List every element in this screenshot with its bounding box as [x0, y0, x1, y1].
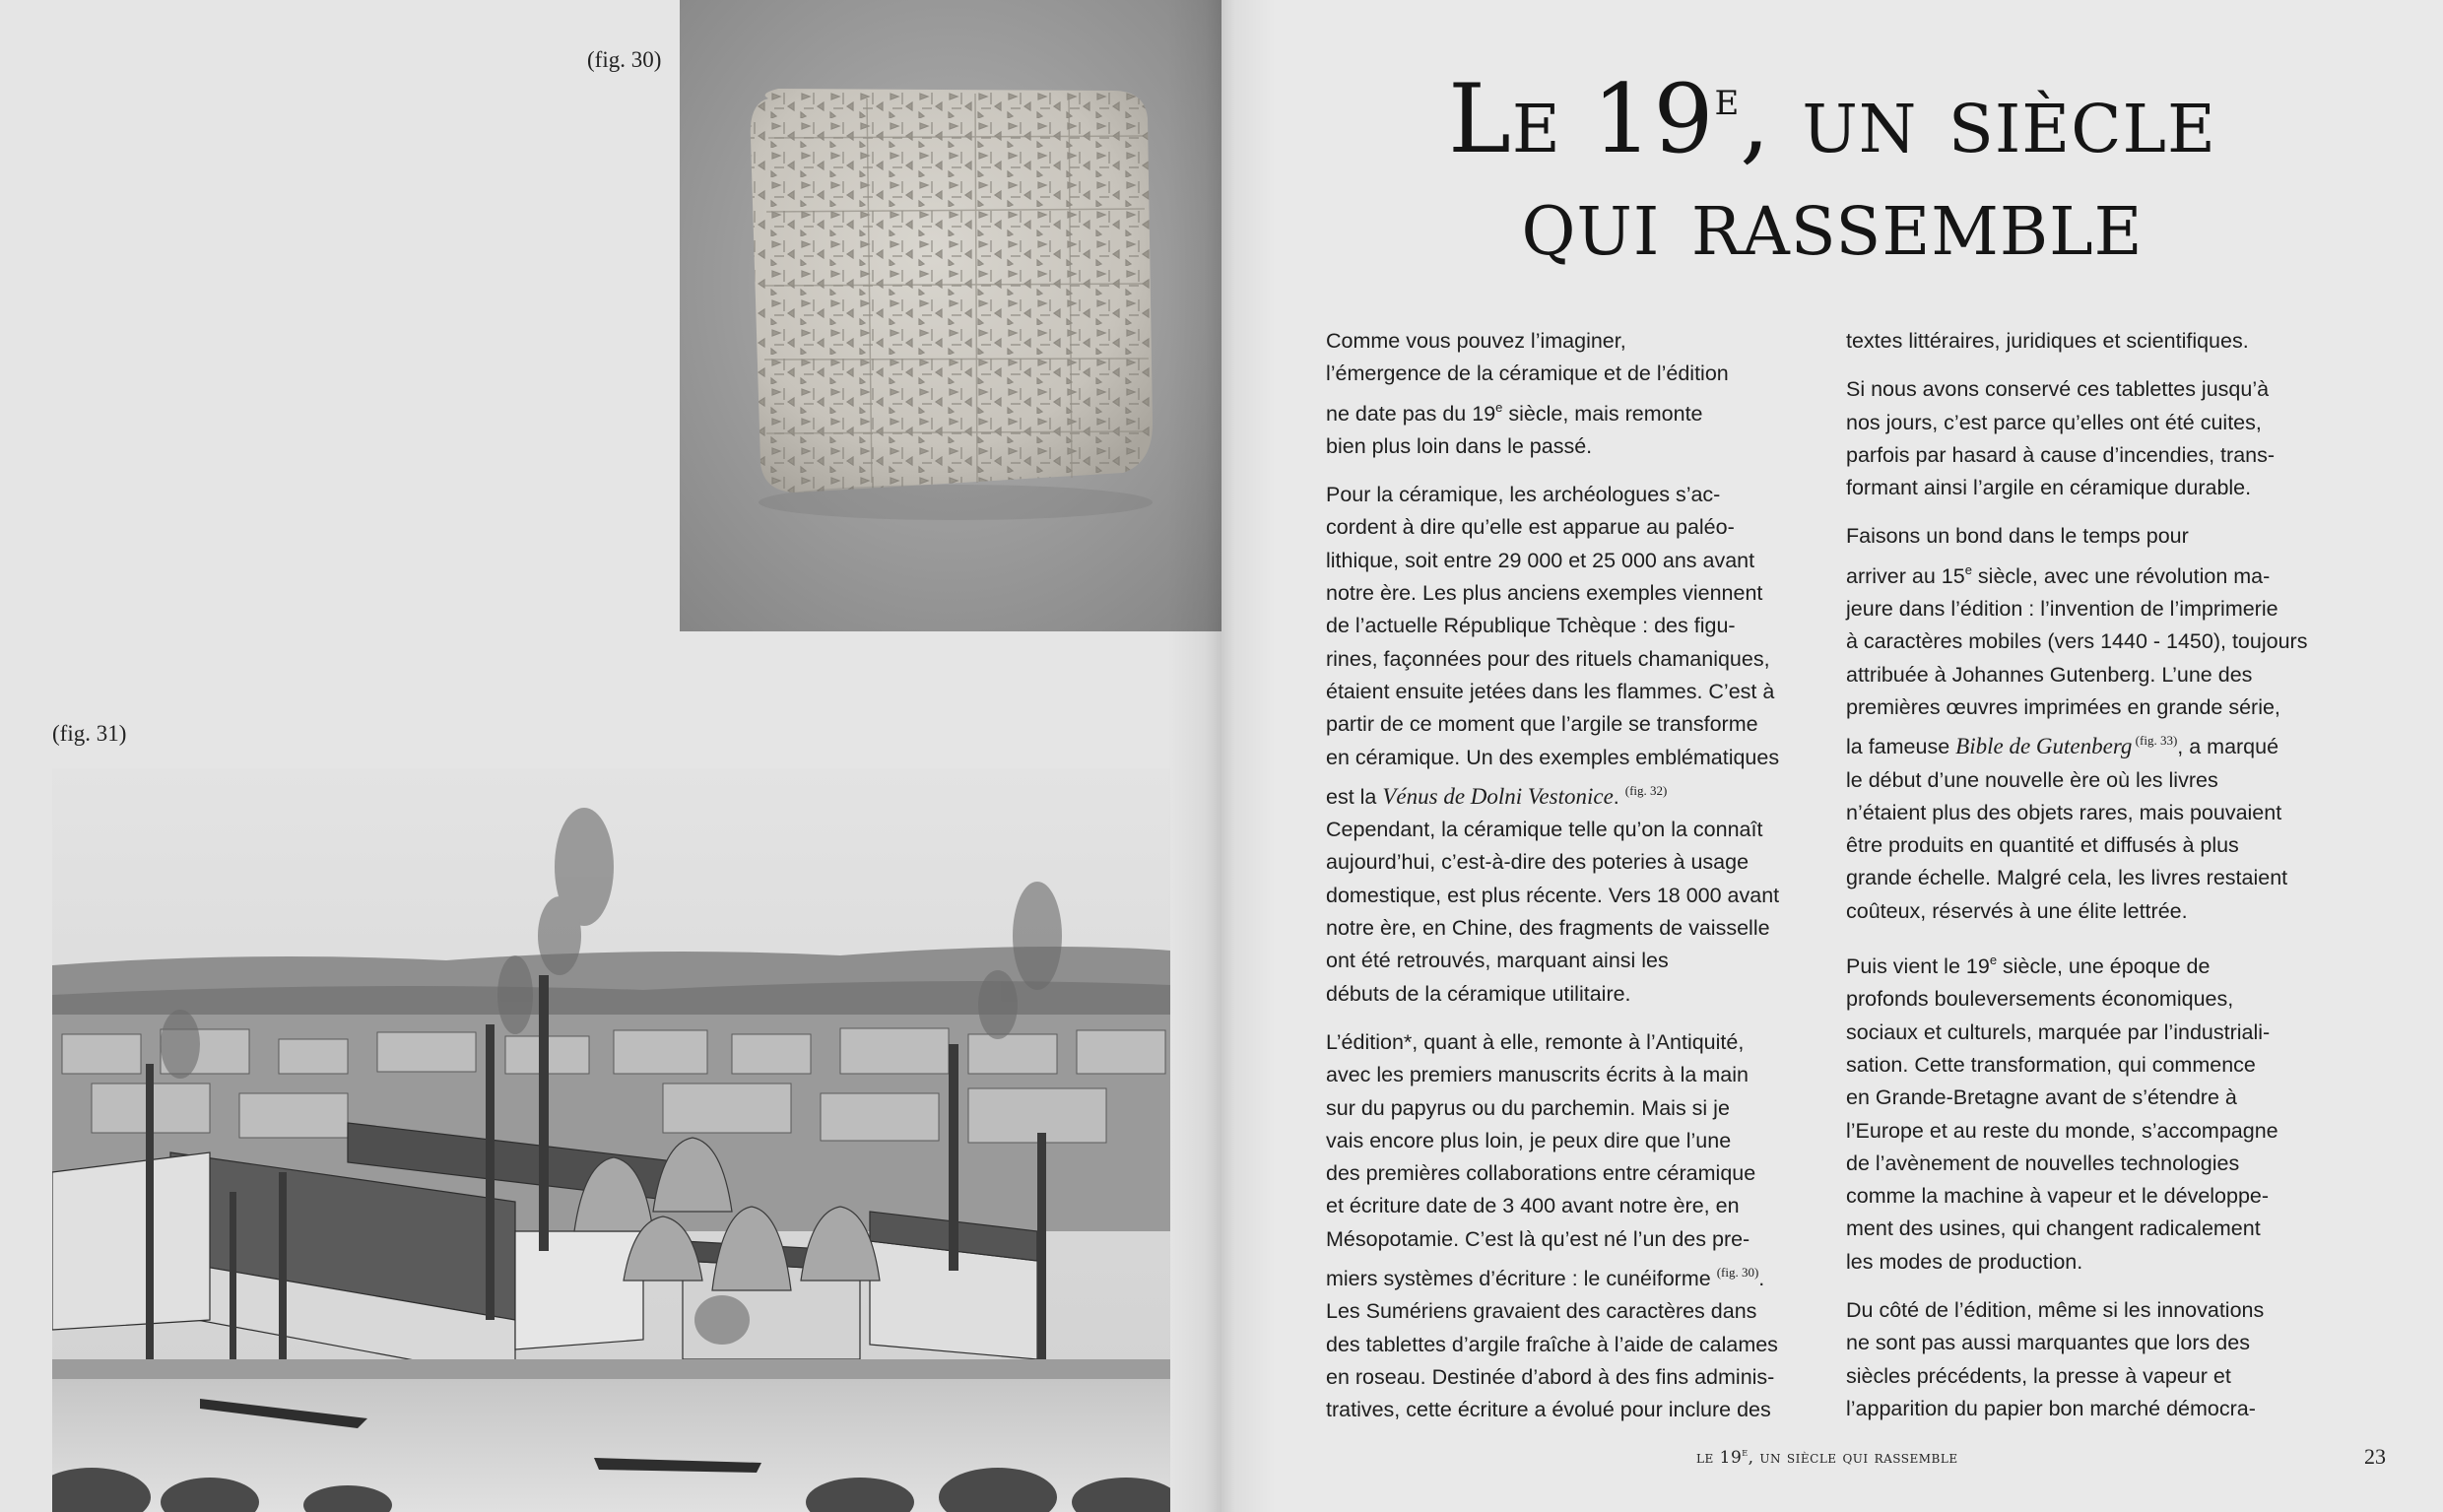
title-line-2: qui rassemble	[1521, 166, 2144, 277]
factory-engraving-photo	[52, 768, 1170, 1512]
paragraph: Si nous avons conservé ces tablettes jusqu’à nos jours, c’est parce qu’elles ont été cuites, parfois par hasard à cause d’incendies, trans- formant ainsi l’argile en céramique durable.	[1846, 377, 2276, 500]
fig-reference: (fig. 33)	[2132, 733, 2178, 749]
factory-landscape-image	[52, 768, 1170, 1512]
chapter-title	[1310, 47, 2354, 277]
cuneiform-tablet-photo	[680, 0, 1222, 631]
fig-reference: (fig. 32)	[1624, 782, 1668, 798]
paragraph: Du côté de l’édition, même si les innovations ne sont pas aussi marquantes que lors des siècles précédents, la presse à vapeur et l’apparition du papier bon marché démocra-	[1846, 1298, 2265, 1420]
title-line-1: Le 19e, un siècle	[1448, 64, 2216, 174]
paragraph: textes littéraires, juridiques et scientifiques.	[1846, 329, 2249, 353]
venus-title: Vénus de Dolni Vestonice	[1382, 783, 1614, 809]
body-column-2	[1846, 325, 2363, 1441]
paragraph: Comme vous pouvez l’imaginer, l’émergence de la céramique et de l’édition ne date pas du 19e siècle, mais remonte bien plus loin dans le passé.	[1326, 329, 1729, 458]
paragraph: Pour la céramique, les archéologues s’ac- cordent à dire qu’elle est apparue au paléo- lithique, soit entre 29 000 et 25 000 ans avant notre ère. Les plus anciens exemples viennent de l’actuelle République Tchèque : des figu- rines, façonnées pour des rituels chamaniques, étaient ensuite jetées dans les flammes. C’est à partir de ce moment que l’argile se transforme en céramique. Un des exemples emblématiques est la Vénus de Dolni Vestonice. $^{(fig. 32)}$ Cependant, la céramique telle qu’on la connaît aujourd’hui, c’est-à-dire des poteries à usage domestique, est plus récente. Vers 18 000 avant notre ère, en Chine, des fragments de vaisselle ont été retrouvés, marquant ainsi les débuts de la céramique utilitaire.	[1326, 483, 1780, 1006]
fig-reference: (fig. 30)	[1716, 1265, 1759, 1281]
page-number: 23	[2364, 1444, 2386, 1469]
running-head: le 19e, un siècle qui rassemble	[1696, 1446, 1958, 1468]
paragraph: L’édition*, quant à elle, remonte à l’Antiquité, avec les premiers manuscrits écrits à la main sur du papyrus ou du parchemin. Mais si je vais encore plus loin, je peux dire que l’une des premières collaborations entre céramique et écriture date de 3 400 avant notre ère, en Mésopotamie. C’est là qu’est né l’un des pre- miers systèmes d’écriture : le cunéiforme $^{(fig. 30)}$. Les Sumériens gravaient des caractères dans des tablettes d’argile fraîche à l’aide de calames en roseau. Destinée d’abord à des fins adminis- tratives, cette écriture a évolué pour inclure des	[1326, 1029, 1778, 1422]
paragraph: Puis vient le 19e siècle, une époque de profonds bouleversements économiques, sociaux et culturels, marquée par l’industriali- sation. Cette transformation, qui commence en Grande-Bretagne avant de s’étendre à l’Europe et au reste du monde, s’accompagne de l’avènement de nouvelles technologies comme la machine à vapeur et le développe- ment des usines, qui changent radicalement les modes de production.	[1846, 953, 2278, 1274]
fig30-caption: (fig. 30)	[587, 47, 662, 72]
gutenberg-bible-title: Bible de Gutenberg	[1955, 734, 2133, 759]
fig31-caption: (fig. 31)	[52, 721, 127, 746]
paragraph: Faisons un bond dans le temps pour arriver au 15e siècle, avec une révolution ma- jeure dans l’édition : l’invention de l’imprimerie à caractères mobiles (vers 1440 - 1450), toujours attribuée à Johannes Gutenberg. L’une des premières œuvres imprimées en grande série, la fameuse Bible de Gutenberg $^{(fig. 33)}$, a marqué le début d’une nouvelle ère où les livres n’étaient plus des objets rares, mais pouvaient être produits en quantité et diffusés à plus grande échelle. Malgré cela, les livres restaient coûteux, réservés à une élite lettrée.	[1846, 524, 2308, 923]
body-column-1	[1326, 325, 1843, 1443]
cuneiform-tablet-image	[680, 0, 1222, 631]
